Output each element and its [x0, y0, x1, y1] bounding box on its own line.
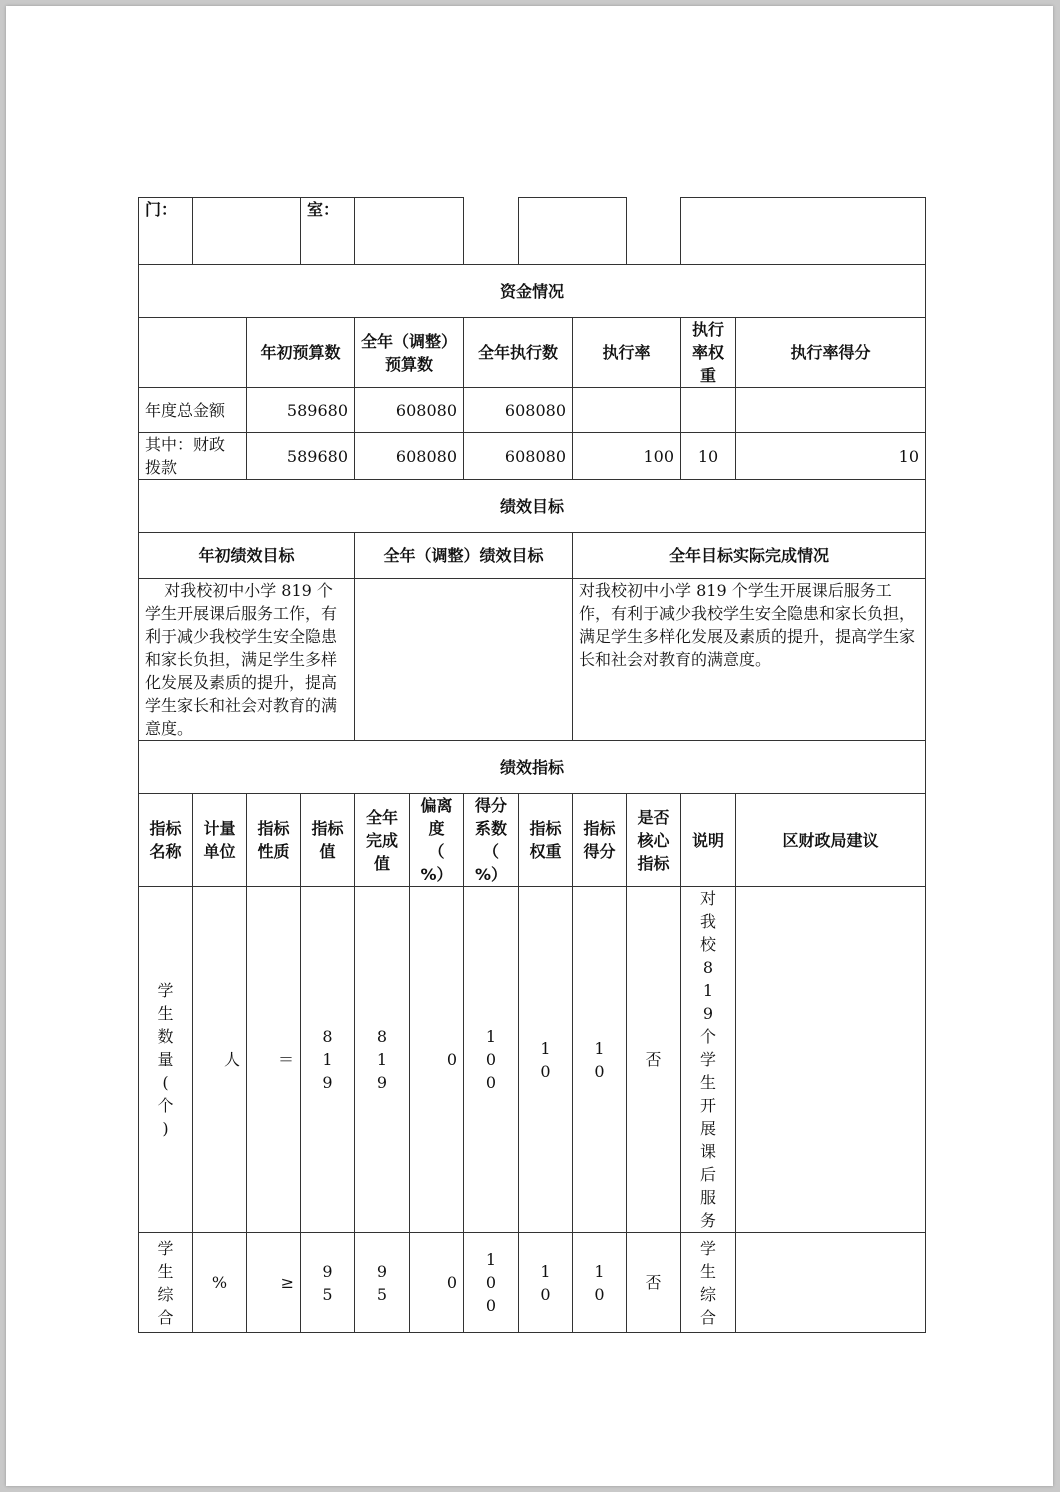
indicator-row	[139, 1233, 926, 1333]
room-label: 室：	[301, 198, 355, 265]
ind-name-text: 学生数量(个)	[157, 981, 174, 1138]
goals-content-row	[139, 579, 926, 741]
ind-suggestion	[736, 1233, 926, 1333]
ind-name-text: 学生综合	[157, 1238, 174, 1327]
funds-row-executed: 608080	[464, 388, 573, 433]
ind-header-nature	[247, 794, 301, 887]
ind-value-text: 819	[322, 1027, 333, 1092]
ind-header-coef	[464, 794, 519, 887]
ind-actual	[355, 887, 410, 1233]
ind-actual-text: 95	[376, 1261, 388, 1304]
ind-header-coef-text: 得分系数（%）	[475, 796, 508, 884]
ind-header-weight	[519, 794, 573, 887]
ind-score	[573, 887, 627, 1233]
dept-row	[139, 198, 926, 265]
funds-header-row	[139, 318, 926, 388]
blank-cell-a	[519, 198, 627, 265]
ind-note-text: 对我校819个学生开展课后服务	[699, 889, 716, 1230]
ind-suggestion	[736, 887, 926, 1233]
indicators-section-title: 绩效指标	[139, 741, 926, 794]
ind-note-text: 学生综合	[699, 1238, 716, 1327]
goals-header-adjusted: 全年（调整）绩效目标	[355, 533, 573, 579]
ind-unit: %	[193, 1233, 247, 1333]
ind-header-deviation-text: 偏离度（%）	[420, 796, 453, 884]
indicators-header-row	[139, 794, 926, 887]
ind-actual	[355, 1233, 410, 1333]
ind-actual-text: 819	[376, 1027, 388, 1092]
ind-coef	[464, 1233, 519, 1333]
ind-unit: 人	[193, 887, 247, 1233]
funds-row-initial: 589680	[247, 433, 355, 480]
ind-header-name-text: 指标名称	[149, 819, 182, 861]
document-page	[6, 6, 1053, 1486]
ind-header-value-text: 指标值	[311, 819, 344, 861]
funds-header-weight	[681, 318, 736, 388]
ind-score-text: 10	[594, 1038, 605, 1081]
funds-row-rate	[573, 388, 681, 433]
funds-row-initial: 589680	[247, 388, 355, 433]
ind-weight-text: 10	[540, 1038, 551, 1081]
dept-label: 门：	[139, 198, 193, 265]
actual-completion-text: 对我校初中小学 819 个学生开展课后服务工作，有利于减少我校学生安全隐患和家长负担，满足学生多样化发展及素质的提升，提高学生家长和社会对教育的满意度。	[573, 579, 926, 741]
ind-value-text: 95	[322, 1261, 333, 1304]
ind-core: 否	[627, 887, 681, 1233]
goals-section-title: 绩效目标	[139, 480, 926, 533]
ind-name	[139, 1233, 193, 1333]
funds-header-weight-text: 执行率权重	[692, 320, 725, 385]
goals-header-row	[139, 533, 926, 579]
funds-header-adjusted: 全年（调整）预算数	[355, 318, 464, 388]
ind-core: 否	[627, 1233, 681, 1333]
funds-row-weight	[681, 388, 736, 433]
ind-header-nature-text: 指标性质	[257, 819, 290, 861]
ind-note	[681, 887, 736, 1233]
ind-header-score	[573, 794, 627, 887]
ind-header-unit	[193, 794, 247, 887]
ind-coef-text: 100	[485, 1027, 497, 1092]
gap-cell	[627, 198, 681, 265]
ind-name	[139, 887, 193, 1233]
funds-row-label: 年度总金额	[139, 388, 247, 433]
ind-deviation: 0	[410, 887, 464, 1233]
ind-header-actual	[355, 794, 410, 887]
ind-value	[301, 887, 355, 1233]
ind-deviation: 0	[410, 1233, 464, 1333]
ind-coef-text: 100	[485, 1250, 497, 1315]
goals-header-initial: 年初绩效目标	[139, 533, 355, 579]
ind-value	[301, 1233, 355, 1333]
funds-row-rate: 100	[573, 433, 681, 480]
funds-header-initial: 年初预算数	[247, 318, 355, 388]
ind-coef	[464, 887, 519, 1233]
initial-goal-text: 对我校初中小学 819 个学生开展课后服务工作，有利于减少我校学生安全隐患和家长负担，满足学生多样化发展及素质的提升，提高学生家长和社会对教育的满意度。	[139, 579, 355, 741]
funds-row-score: 10	[736, 433, 926, 480]
ind-nature: ＝	[247, 887, 301, 1233]
funds-header-rate: 执行率	[573, 318, 681, 388]
ind-header-deviation	[410, 794, 464, 887]
funds-row-executed: 608080	[464, 433, 573, 480]
ind-note	[681, 1233, 736, 1333]
performance-table	[138, 197, 926, 1333]
ind-header-weight-text: 指标权重	[529, 819, 562, 861]
ind-header-note: 说明	[681, 794, 736, 887]
funds-row	[139, 433, 926, 480]
funds-row-adjusted: 608080	[355, 388, 464, 433]
gap-cell	[464, 198, 519, 265]
room-value-cell	[355, 198, 464, 265]
funds-header-score: 执行率得分	[736, 318, 926, 388]
ind-weight	[519, 887, 573, 1233]
funds-row-adjusted: 608080	[355, 433, 464, 480]
ind-weight	[519, 1233, 573, 1333]
ind-score	[573, 1233, 627, 1333]
dept-value-cell	[193, 198, 301, 265]
goals-header-actual: 全年目标实际完成情况	[573, 533, 926, 579]
funds-row-weight: 10	[681, 433, 736, 480]
ind-header-actual-text: 全年完成值	[366, 807, 399, 873]
ind-header-score-text: 指标得分	[583, 819, 616, 861]
ind-header-suggestion: 区财政局建议	[736, 794, 926, 887]
funds-header-blank	[139, 318, 247, 388]
funds-section-title: 资金情况	[139, 265, 926, 318]
adjusted-goal-text	[355, 579, 573, 741]
ind-header-name	[139, 794, 193, 887]
funds-row	[139, 388, 926, 433]
ind-header-value	[301, 794, 355, 887]
blank-cell-b	[681, 198, 926, 265]
ind-header-core-text: 是否核心指标	[637, 807, 670, 873]
ind-nature: ≥	[247, 1233, 301, 1333]
ind-header-unit-text: 计量单位	[203, 819, 236, 861]
funds-row-score	[736, 388, 926, 433]
funds-row-label: 其中：财政拨款	[139, 433, 247, 480]
ind-header-core	[627, 794, 681, 887]
indicator-row	[139, 887, 926, 1233]
ind-score-text: 10	[594, 1261, 605, 1304]
ind-weight-text: 10	[540, 1261, 551, 1304]
funds-header-executed: 全年执行数	[464, 318, 573, 388]
